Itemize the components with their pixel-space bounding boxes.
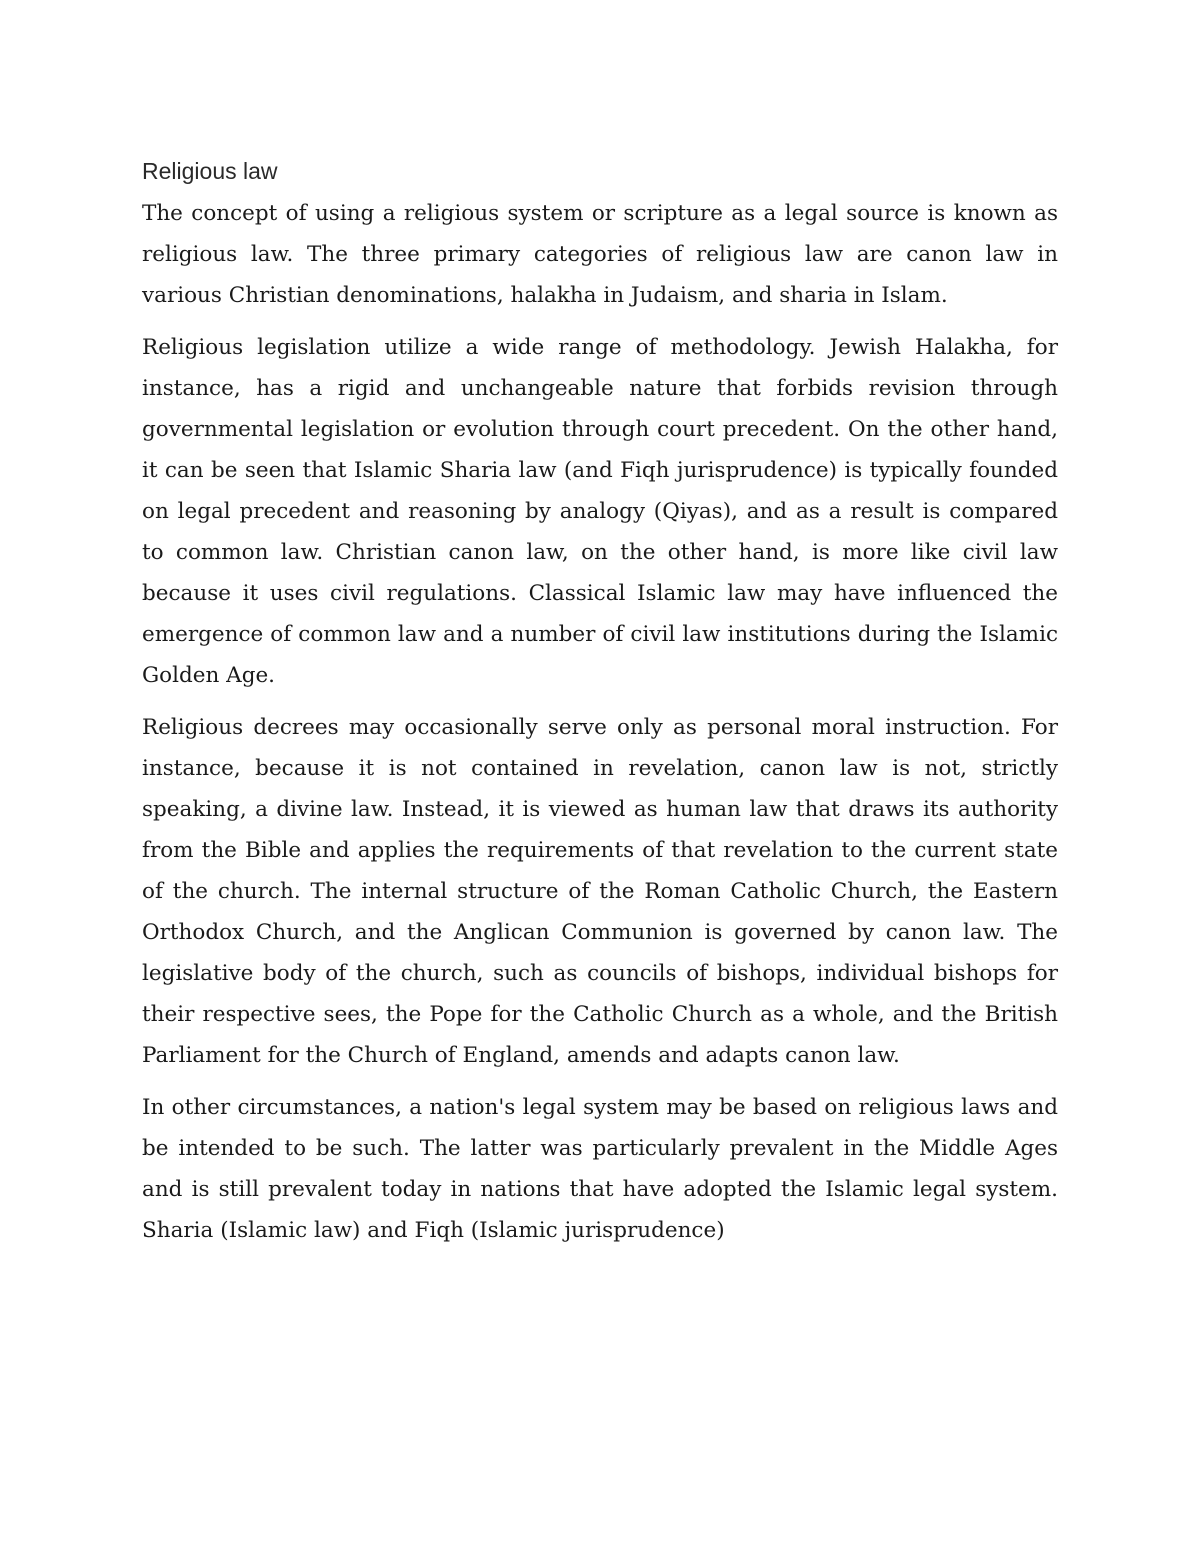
paragraph-2: Religious legislation utilize a wide range of methodology. Jewish Halakha, for instance, has a rigid and unchangeable nature that forbids revision through governmental legislation or evolution through court precedent. On the other hand, it can be seen that Islamic Sharia law (and Fiqh jurisprudence) is typically founded on legal precedent and reasoning by analogy (Qiyas), and as a result is compared to common law. Christian canon law, on the other hand, is more like civil law because it uses civil regulations. Classical Islamic law may have influenced the emergence of common law and a number of civil law institutions during the Islamic Golden Age. [142,335,1058,688]
paragraph-4: In other circumstances, a nation's legal system may be based on religious laws and be intended to be such. The latter was particularly prevalent in the Middle Ages and is still prevalent today in nations that have adopted the Islamic legal system. Sharia (Islamic law) and Fiqh (Islamic jurisprudence) [142,1095,1058,1243]
document-body [142,155,1058,1262]
paragraph-3: Religious decrees may occasionally serve only as personal moral instruction. For instance, because it is not contained in revelation, canon law is not, strictly speaking, a divine law. Instead, it is viewed as human law that draws its authority from the Bible and applies the requirements of that revelation to the current state of the church. The internal structure of the Roman Catholic Church, the Eastern Orthodox Church, and the Anglican Communion is governed by canon law. The legislative body of the church, such as councils of bishops, individual bishops for their respective sees, the Pope for the Catholic Church as a whole, and the British Parliament for the Church of England, amends and adapts canon law. [142,715,1058,1068]
document-title: Religious law [142,158,278,184]
paragraph-1: The concept of using a religious system or scripture as a legal source is known as religious law. The three primary categories of religious law are canon law in various Christian denominations, halakha in Judaism, and sharia in Islam. [142,201,1058,308]
